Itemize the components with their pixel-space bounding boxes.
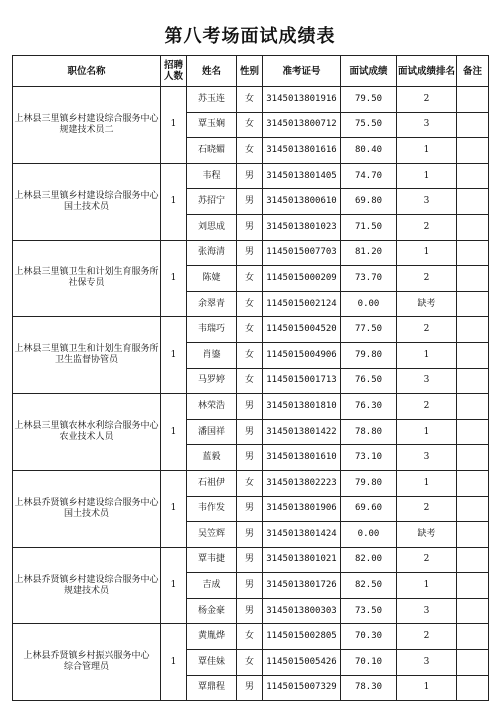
hires-cell: 1 — [161, 624, 187, 701]
score-cell: 77.50 — [341, 317, 397, 343]
position-line: 上林县三里镇乡村建设综合服务中心 — [14, 190, 159, 201]
rank-cell: 2 — [397, 624, 457, 650]
remark-cell — [457, 138, 489, 164]
gender-cell: 女 — [237, 317, 263, 343]
position-line: 上林县三里镇乡村建设综合服务中心 — [14, 113, 159, 124]
rank-cell: 3 — [397, 650, 457, 676]
name-cell: 覃鼎程 — [187, 675, 237, 701]
remark-cell — [457, 419, 489, 445]
name-cell: 苏玉连 — [187, 87, 237, 113]
score-cell: 73.70 — [341, 266, 397, 292]
name-cell: 石祖伊 — [187, 470, 237, 496]
score-cell: 81.20 — [341, 240, 397, 266]
position-cell — [13, 470, 161, 547]
position-line: 综合管理员 — [63, 662, 109, 673]
name-cell: 吴笠辉 — [187, 522, 237, 548]
table-row — [13, 394, 489, 420]
score-cell: 79.80 — [341, 470, 397, 496]
gender-cell: 女 — [237, 342, 263, 368]
name-cell: 覃韦捷 — [187, 547, 237, 573]
remark-cell — [457, 675, 489, 701]
name-cell: 肖鎏 — [187, 342, 237, 368]
score-cell: 70.10 — [341, 650, 397, 676]
hires-cell: 1 — [161, 317, 187, 394]
remark-cell — [457, 522, 489, 548]
position-line: 上林县三里镇农林水利综合服务中心 — [14, 421, 159, 432]
score-cell: 79.50 — [341, 87, 397, 113]
header-hires: 招聘人数 — [161, 56, 187, 87]
position-cell — [13, 394, 161, 471]
rank-cell: 2 — [397, 266, 457, 292]
rank-cell: 1 — [397, 675, 457, 701]
remark-cell — [457, 445, 489, 471]
position-line: 国土技术员 — [63, 201, 109, 212]
gender-cell: 男 — [237, 445, 263, 471]
remark-cell — [457, 317, 489, 343]
score-cell: 76.50 — [341, 368, 397, 394]
score-cell: 69.80 — [341, 189, 397, 215]
name-cell: 余翠青 — [187, 291, 237, 317]
remark-cell — [457, 598, 489, 624]
ticket-cell: 1145015000209 — [263, 266, 341, 292]
ticket-cell: 3145013801021 — [263, 547, 341, 573]
remark-cell — [457, 189, 489, 215]
position-line: 规建技术员二 — [59, 124, 114, 135]
ticket-cell: 1145015001713 — [263, 368, 341, 394]
ticket-cell: 3145013801610 — [263, 445, 341, 471]
gender-cell: 男 — [237, 675, 263, 701]
rank-cell: 1 — [397, 419, 457, 445]
name-cell: 韦瑞巧 — [187, 317, 237, 343]
position-line: 卫生监督协管员 — [54, 355, 118, 366]
ticket-cell: 3145013801906 — [263, 496, 341, 522]
position-line: 上林县乔贤镇乡村振兴服务中心 — [23, 651, 150, 662]
score-cell: 70.30 — [341, 624, 397, 650]
hires-cell: 1 — [161, 87, 187, 164]
remark-cell — [457, 368, 489, 394]
gender-cell: 男 — [237, 163, 263, 189]
gender-cell: 女 — [237, 266, 263, 292]
position-line: 社保专员 — [68, 278, 105, 289]
score-cell: 76.30 — [341, 394, 397, 420]
position-cell — [13, 317, 161, 394]
name-cell: 覃佳妹 — [187, 650, 237, 676]
rank-cell: 2 — [397, 214, 457, 240]
remark-cell — [457, 87, 489, 113]
name-cell: 蓝毅 — [187, 445, 237, 471]
gender-cell: 男 — [237, 240, 263, 266]
gender-cell: 男 — [237, 419, 263, 445]
rank-cell: 1 — [397, 163, 457, 189]
score-cell: 71.50 — [341, 214, 397, 240]
rank-cell: 3 — [397, 189, 457, 215]
rank-cell: 3 — [397, 368, 457, 394]
ticket-cell: 3145013801405 — [263, 163, 341, 189]
gender-cell: 男 — [237, 394, 263, 420]
score-cell: 73.50 — [341, 598, 397, 624]
rank-cell: 缺考 — [397, 522, 457, 548]
hires-cell: 1 — [161, 394, 187, 471]
ticket-cell: 3145013801726 — [263, 573, 341, 599]
name-cell: 刘思成 — [187, 214, 237, 240]
ticket-cell: 3145013801424 — [263, 522, 341, 548]
gender-cell: 女 — [237, 291, 263, 317]
ticket-cell: 3145013800610 — [263, 189, 341, 215]
gender-cell: 男 — [237, 189, 263, 215]
name-cell: 张海清 — [187, 240, 237, 266]
rank-cell: 1 — [397, 342, 457, 368]
position-cell — [13, 240, 161, 317]
gender-cell: 女 — [237, 368, 263, 394]
position-line: 规建技术员 — [63, 585, 109, 596]
table-row — [13, 547, 489, 573]
remark-cell — [457, 214, 489, 240]
hires-cell: 1 — [161, 470, 187, 547]
name-cell: 黄胤烨 — [187, 624, 237, 650]
table-row — [13, 624, 489, 650]
score-cell: 82.00 — [341, 547, 397, 573]
ticket-cell: 3145013801810 — [263, 394, 341, 420]
name-cell: 林荣浩 — [187, 394, 237, 420]
ticket-cell: 3145013801422 — [263, 419, 341, 445]
hires-cell: 1 — [161, 163, 187, 240]
table-row — [13, 240, 489, 266]
remark-cell — [457, 112, 489, 138]
rank-cell: 3 — [397, 445, 457, 471]
gender-cell: 男 — [237, 522, 263, 548]
table-row — [13, 470, 489, 496]
rank-cell: 2 — [397, 317, 457, 343]
rank-cell: 1 — [397, 573, 457, 599]
position-cell — [13, 163, 161, 240]
hires-cell: 1 — [161, 547, 187, 624]
rank-cell: 3 — [397, 598, 457, 624]
remark-cell — [457, 547, 489, 573]
gender-cell: 男 — [237, 573, 263, 599]
remark-cell — [457, 342, 489, 368]
gender-cell: 男 — [237, 547, 263, 573]
score-cell: 79.80 — [341, 342, 397, 368]
gender-cell: 男 — [237, 214, 263, 240]
ticket-cell: 3145013801023 — [263, 214, 341, 240]
score-cell: 69.60 — [341, 496, 397, 522]
score-cell: 82.50 — [341, 573, 397, 599]
ticket-cell: 1145015002805 — [263, 624, 341, 650]
gender-cell: 女 — [237, 624, 263, 650]
name-cell: 覃玉娴 — [187, 112, 237, 138]
ticket-cell: 3145013800712 — [263, 112, 341, 138]
name-cell: 苏招宁 — [187, 189, 237, 215]
remark-cell — [457, 394, 489, 420]
score-table — [12, 55, 489, 701]
ticket-cell: 3145013802223 — [263, 470, 341, 496]
rank-cell: 1 — [397, 470, 457, 496]
remark-cell — [457, 624, 489, 650]
score-cell: 78.80 — [341, 419, 397, 445]
rank-cell: 1 — [397, 240, 457, 266]
position-cell — [13, 624, 161, 701]
gender-cell: 女 — [237, 112, 263, 138]
remark-cell — [457, 163, 489, 189]
score-cell: 0.00 — [341, 291, 397, 317]
position-cell — [13, 547, 161, 624]
header-ticket: 准考证号 — [263, 56, 341, 87]
gender-cell: 女 — [237, 650, 263, 676]
remark-cell — [457, 240, 489, 266]
ticket-cell: 1145015004520 — [263, 317, 341, 343]
table-row — [13, 317, 489, 343]
rank-cell: 3 — [397, 112, 457, 138]
position-line: 上林县乔贤镇乡村建设综合服务中心 — [14, 497, 159, 508]
score-cell: 75.50 — [341, 112, 397, 138]
gender-cell: 女 — [237, 87, 263, 113]
gender-cell: 男 — [237, 496, 263, 522]
rank-cell: 缺考 — [397, 291, 457, 317]
remark-cell — [457, 291, 489, 317]
ticket-cell: 1145015007329 — [263, 675, 341, 701]
ticket-cell: 1145015002124 — [263, 291, 341, 317]
name-cell: 杨金豪 — [187, 598, 237, 624]
name-cell: 吉成 — [187, 573, 237, 599]
header-remark: 备注 — [457, 56, 489, 87]
page-title: 第八考场面试成绩表 — [164, 26, 336, 47]
rank-cell: 2 — [397, 87, 457, 113]
score-cell: 73.10 — [341, 445, 397, 471]
header-position: 职位名称 — [13, 56, 161, 87]
rank-cell: 1 — [397, 138, 457, 164]
position-line: 上林县三里镇卫生和计划生育服务所 — [14, 267, 159, 278]
ticket-cell: 1145015007703 — [263, 240, 341, 266]
header-row — [13, 56, 489, 87]
score-cell: 78.30 — [341, 675, 397, 701]
score-cell: 0.00 — [341, 522, 397, 548]
position-line: 农业技术人员 — [59, 432, 114, 443]
table-row — [13, 87, 489, 113]
remark-cell — [457, 266, 489, 292]
score-cell: 80.40 — [341, 138, 397, 164]
ticket-cell: 3145013800303 — [263, 598, 341, 624]
remark-cell — [457, 496, 489, 522]
rank-cell: 2 — [397, 394, 457, 420]
ticket-cell: 3145013801616 — [263, 138, 341, 164]
ticket-cell: 1145015004906 — [263, 342, 341, 368]
hires-cell: 1 — [161, 240, 187, 317]
remark-cell — [457, 470, 489, 496]
name-cell: 韦作发 — [187, 496, 237, 522]
rank-cell: 2 — [397, 547, 457, 573]
position-cell — [13, 87, 161, 164]
position-line: 上林县三里镇卫生和计划生育服务所 — [14, 344, 159, 355]
ticket-cell: 3145013801916 — [263, 87, 341, 113]
header-rank: 面试成绩排名 — [397, 56, 457, 87]
name-cell: 马罗婷 — [187, 368, 237, 394]
header-name: 姓名 — [187, 56, 237, 87]
name-cell: 韦程 — [187, 163, 237, 189]
table-row — [13, 163, 489, 189]
remark-cell — [457, 650, 489, 676]
name-cell: 石晓媚 — [187, 138, 237, 164]
gender-cell: 男 — [237, 598, 263, 624]
position-line: 上林县乔贤镇乡村建设综合服务中心 — [14, 574, 159, 585]
header-score: 面试成绩 — [341, 56, 397, 87]
gender-cell: 女 — [237, 470, 263, 496]
gender-cell: 女 — [237, 138, 263, 164]
header-gender: 性别 — [237, 56, 263, 87]
score-cell: 74.70 — [341, 163, 397, 189]
name-cell: 陈婕 — [187, 266, 237, 292]
rank-cell: 2 — [397, 496, 457, 522]
position-line: 国土技术员 — [63, 508, 109, 519]
name-cell: 潘国祥 — [187, 419, 237, 445]
remark-cell — [457, 573, 489, 599]
ticket-cell: 1145015005426 — [263, 650, 341, 676]
table-body — [13, 87, 489, 701]
